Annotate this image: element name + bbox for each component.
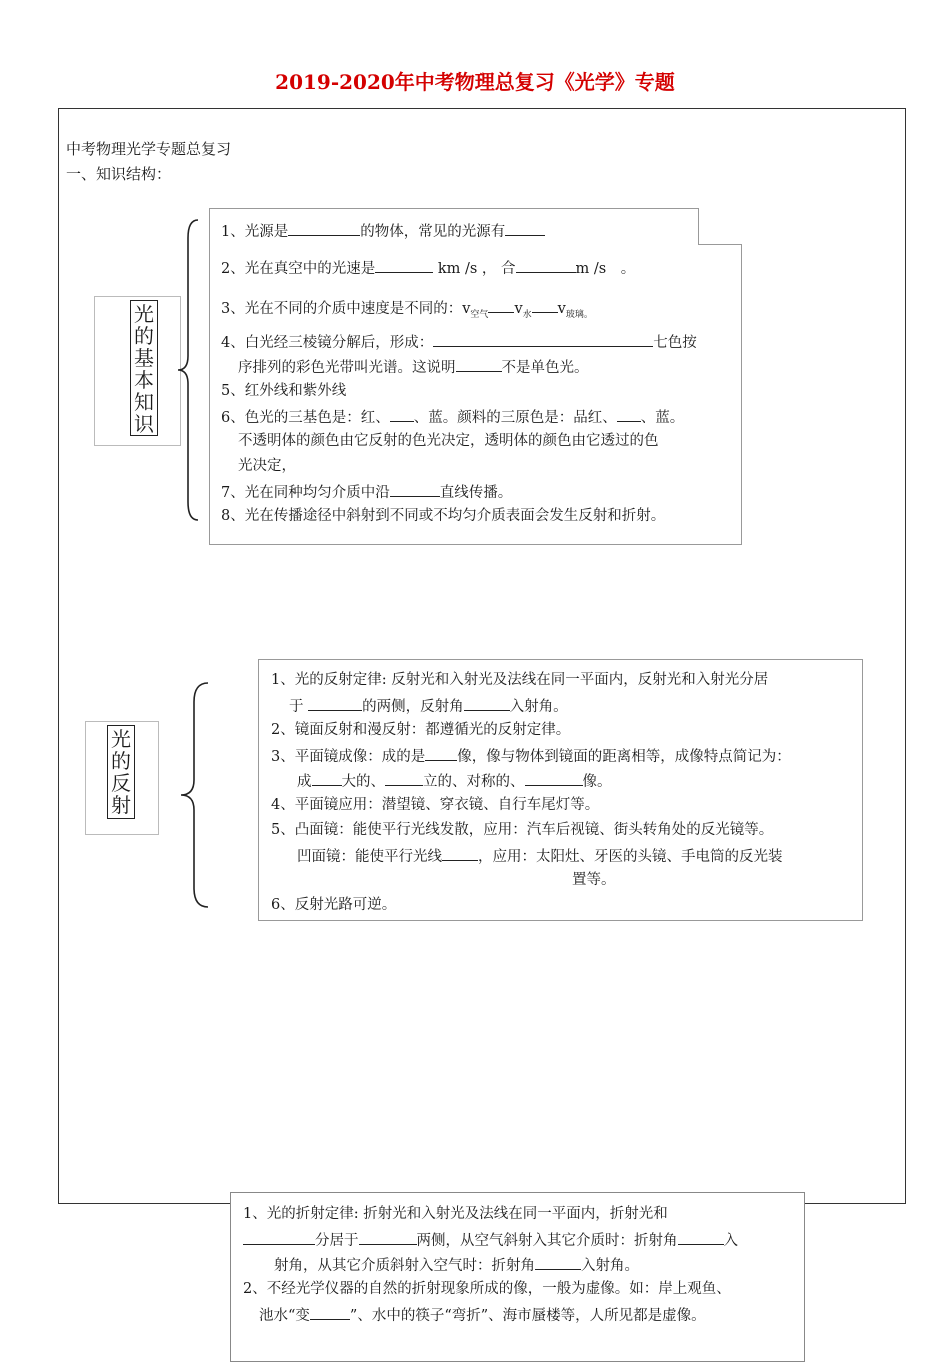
answer-blank (385, 770, 423, 786)
refraction-line-4: 2、不经光学仪器的自然的折射现象所成的像，一般为虚像。如：岸上观鱼、 (243, 1281, 731, 1297)
basic-line-5: 序排列的彩色光带叫光谱。这说明 不是单色光。 (238, 356, 589, 378)
answer-blank (516, 257, 576, 273)
label-char: 光 (111, 727, 131, 751)
answer-blank (425, 745, 457, 761)
section-heading: 一、知识结构： (66, 165, 172, 183)
basic-line-4: 4、白光经三棱镜分解后，形成： 七色按 (221, 331, 697, 353)
basic-line-8: 不透明体的颜色由它反射的色光决定，透明体的颜色由它透过的色 (238, 433, 659, 449)
answer-blank (433, 331, 653, 347)
reflection-line-4: 3、平面镜成像：成的是 像，像与物体到镜面的距离相等，成像特点简记为： (271, 745, 791, 767)
refraction-line-5: 池水“变 ”、水中的筷子“弯折”、海市蜃楼等，人所见都是虚像。 (259, 1304, 706, 1326)
basic-line-7: 6、色光的三基色是：红、 、蓝。颜料的三原色是：品红、 、蓝。 (221, 406, 684, 428)
answer-blank (310, 1304, 350, 1320)
answer-blank (390, 406, 414, 422)
answer-blank (464, 695, 510, 711)
document-title: 2019-2020年中考物理总复习《光学》专题 (275, 70, 675, 94)
reflection-line-10: 6、反射光路可逆。 (271, 897, 397, 913)
brace-basic (176, 218, 206, 523)
label-char: 本 (134, 368, 154, 392)
basic-knowledge-label (130, 300, 158, 436)
basic-line-3: 3、光在不同的介质中速度是不同的：$v_{空气}$ $v_水$ $v_{玻璃。}$ (221, 297, 593, 325)
refraction-line-3: 射角，从其它介质斜射入空气时：折射角 入射角。 (274, 1254, 639, 1276)
basic-line-10: 7、光在同种均匀介质中沿 直线传播。 (221, 481, 512, 503)
label-char: 射 (111, 793, 131, 817)
answer-blank (617, 406, 641, 422)
basic-line-11: 8、光在传播途径中斜射到不同或不均匀介质表面会发生反射和折射。 (221, 508, 666, 524)
answer-blank (375, 257, 433, 273)
answer-blank (456, 356, 502, 372)
label-char: 的 (111, 749, 131, 773)
answer-blank (678, 1229, 724, 1245)
heading: 中考物理光学专题总复习 (66, 140, 232, 158)
label-char: 的 (134, 324, 154, 348)
answer-blank (390, 481, 440, 497)
basic-line-2: 2、光在真空中的光速是 km /s ， 合 m /s 。 (221, 257, 635, 279)
label-char: 识 (134, 412, 154, 436)
answer-blank (288, 220, 360, 236)
reflection-line-3: 2、镜面反射和漫反射：都遵循光的反射定律。 (271, 722, 571, 738)
answer-blank (488, 297, 514, 313)
answer-blank (243, 1229, 315, 1245)
label-char: 基 (134, 346, 154, 370)
basic-line-1: 1、光源是 的物体，常见的光源有 (221, 220, 545, 242)
reflection-line-8: 凹面镜：能使平行光线 ，应用：太阳灶、牙医的头镜、手电筒的反光装 (297, 845, 783, 867)
answer-blank (312, 770, 342, 786)
reflection-line-2: 于 的两侧，反射角 入射角。 (289, 695, 568, 717)
answer-blank (535, 1254, 581, 1270)
brace-reflection (178, 680, 212, 910)
reflection-line-7: 5、凸面镜：能使平行光线发散，应用：汽车后视镜、街头转角处的反光镜等。 (271, 822, 774, 838)
label-char: 光 (134, 302, 154, 326)
answer-blank (308, 695, 362, 711)
reflection-line-9: 置等。 (572, 872, 616, 888)
answer-blank (442, 845, 478, 861)
reflection-label (107, 725, 135, 819)
basic-line-9: 光决定， (238, 458, 296, 474)
answer-blank (532, 297, 558, 313)
reflection-line-1: 1、光的反射定律: 反射光和入射光及法线在同一平面内，反射光和入射光分居 (271, 672, 769, 688)
label-char: 知 (134, 390, 154, 414)
label-char: 反 (111, 771, 131, 795)
basic-line-6: 5、红外线和紫外线 (221, 383, 347, 399)
answer-blank (359, 1229, 417, 1245)
answer-blank (505, 220, 545, 236)
refraction-line-2: 分居于 两侧，从空气斜射入其它介质时：折射角 入 (243, 1229, 738, 1251)
answer-blank (525, 770, 583, 786)
refraction-line-1: 1、光的折射定律: 折射光和入射光及法线在同一平面内，折射光和 (243, 1206, 668, 1222)
reflection-line-5: 成 大的、 立的、对称的、 像。 (297, 770, 612, 792)
reflection-line-6: 4、平面镜应用：潜望镜、穿衣镜、自行车尾灯等。 (271, 797, 600, 813)
